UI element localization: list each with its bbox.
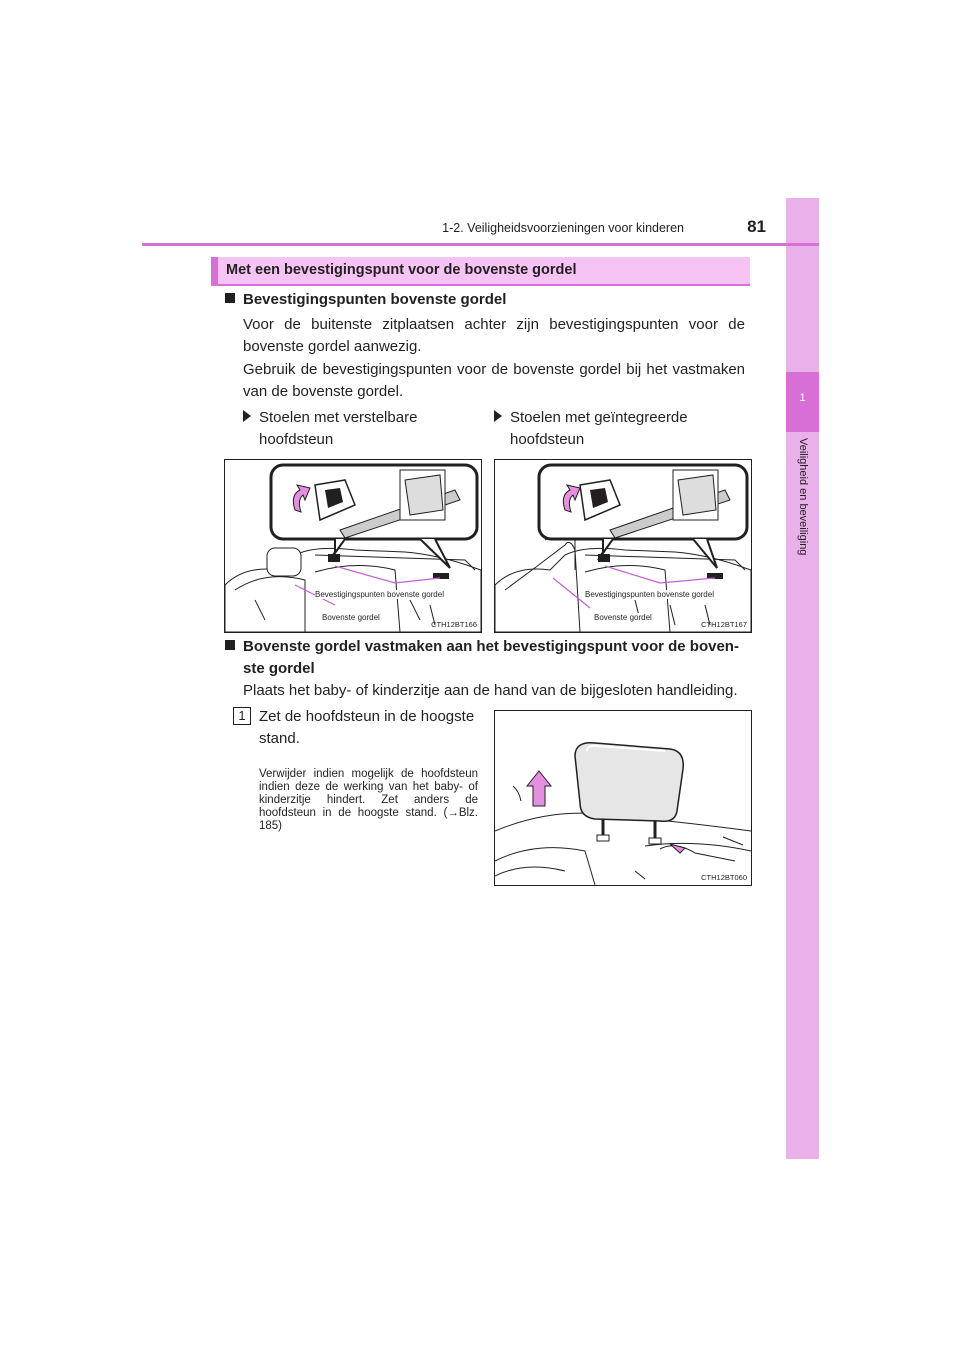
- section-heading: Met een bevestigingspunt voor de bovenste gordel: [226, 262, 577, 278]
- square-bullet-icon: [225, 640, 235, 650]
- section-heading-accent: [211, 257, 218, 286]
- chapter-title-vertical: [786, 438, 819, 598]
- rear-seat-illustration: [225, 460, 481, 632]
- paragraph-anchor-use: Gebruik de bevestigingspunten voor de bovenste gordel bij het vastmaken van de bovenste gordel.: [243, 361, 745, 400]
- label-strap: Bovenste gordel: [594, 613, 652, 622]
- step-1-note: [259, 768, 478, 833]
- section-reference: 1-2. Veiligheidsvoorzieningen voor kinderen: [442, 221, 684, 235]
- subheading-text: Bevestigingspunten bovenste gordel: [243, 291, 507, 308]
- triangle-bullet-icon: [494, 410, 502, 422]
- figure-caption-adjustable: [243, 407, 473, 451]
- note-text: Blz. 185): [259, 807, 478, 832]
- page-number: 81: [747, 217, 766, 236]
- headrest-illustration: [495, 711, 751, 885]
- caption-line: Stoelen met verstelbare: [259, 409, 418, 426]
- caption-line: hoofdsteun: [510, 431, 585, 448]
- figure-caption-integrated: [494, 407, 744, 451]
- chapter-number: 1: [799, 392, 806, 404]
- subheading-text: Bovenste gordel vastmaken aan het bevestigingspunt voor de boven-: [243, 638, 739, 655]
- label-anchor-points: Bevestigingspunten bovenste gordel: [585, 590, 714, 599]
- subheading-text: ste gordel: [243, 660, 315, 677]
- label-strap: Bovenste gordel: [322, 613, 380, 622]
- figure-headrest-raise: [494, 710, 752, 886]
- caption-line: Stoelen met geïntegreerde: [510, 409, 688, 426]
- paragraph-install-seat: Plaats het baby- of kinderzitje aan de hand van de bijgesloten handleiding.: [243, 682, 738, 699]
- figure-integrated-headrest: [494, 459, 752, 633]
- caption-line: hoofdsteun: [259, 431, 334, 448]
- chapter-sidebar: [786, 198, 819, 1159]
- figure-adjustable-headrest: [224, 459, 482, 633]
- triangle-bullet-icon: [243, 410, 251, 422]
- step-1-text: Zet de hoofdsteun in de hoogste stand.: [259, 708, 475, 747]
- step-number-1: 1: [233, 707, 251, 725]
- subheading-attach-strap: [225, 636, 750, 680]
- figure-code: CTH12BT060: [701, 873, 747, 882]
- paragraph-anchor-info: Voor de buitenste zitplaatsen achter zijn bevestigingspunten voor de bovenste gordel aanwezig.: [243, 316, 745, 355]
- header-rule: [142, 243, 819, 246]
- rear-seat-illustration: [495, 460, 751, 632]
- arrow-right-icon: →: [447, 807, 459, 819]
- figure-code: CTH12BT166: [431, 620, 477, 629]
- note-text: Verwijder indien mogelijk de hoofdsteun indien deze de werking van het baby- of kinderzitje hindert. Zet anders de hoofdsteun in de hoogste stand. (: [259, 768, 478, 819]
- square-bullet-icon: [225, 293, 235, 303]
- label-anchor-points: Bevestigingspunten bovenste gordel: [315, 590, 444, 599]
- subheading-anchor-points: [225, 291, 506, 308]
- chapter-title: Veiligheid en beveiliging: [796, 438, 809, 556]
- figure-code: CTH12BT167: [701, 620, 747, 629]
